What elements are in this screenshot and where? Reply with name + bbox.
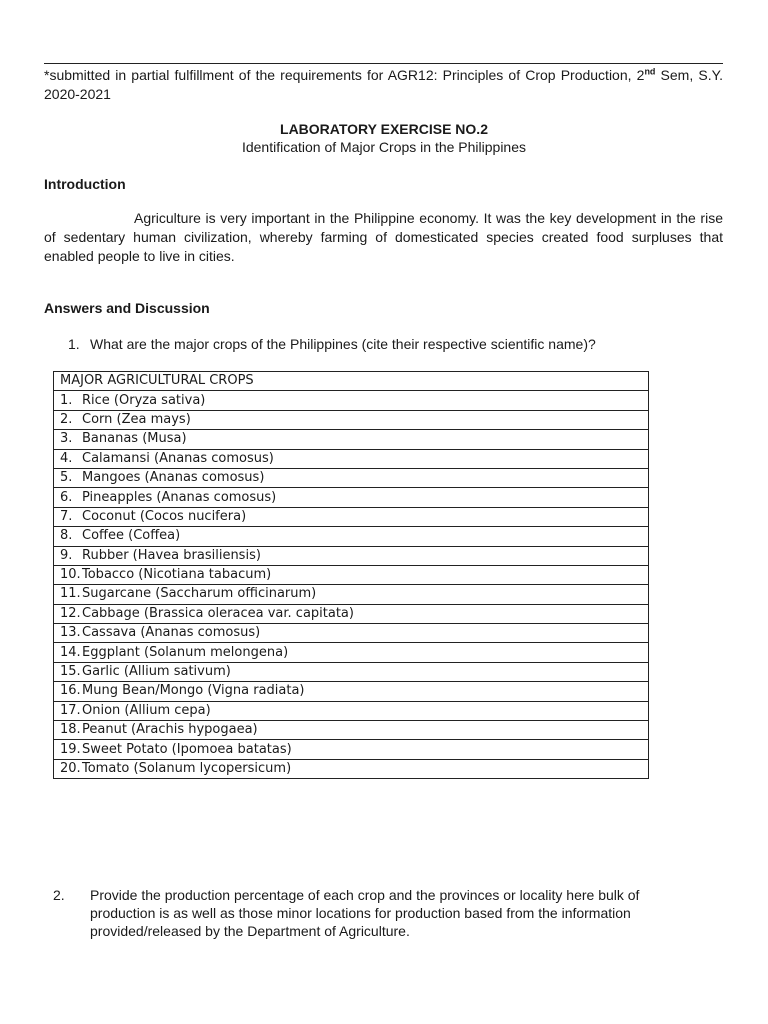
crop-name: Mung Bean/Mongo (Vigna radiata) [82, 683, 305, 699]
top-rule [44, 63, 723, 64]
table-row [54, 604, 649, 623]
table-row [54, 624, 649, 643]
crop-number: 13. [60, 625, 81, 641]
table-row [54, 565, 649, 584]
crop-number: 9. [60, 547, 73, 563]
answers-heading: Answers and Discussion [44, 300, 210, 316]
table-cell [54, 488, 649, 507]
crop-number: 17. [60, 702, 81, 718]
crops-table-body [54, 391, 649, 779]
crop-name: Corn (Zea mays) [82, 411, 191, 427]
table-row [54, 701, 649, 720]
exercise-title: LABORATORY EXERCISE NO.2 [280, 121, 488, 137]
crop-name: Onion (Allium cepa) [82, 702, 211, 718]
question-2-number: 2. [53, 887, 65, 903]
table-cell [54, 507, 649, 526]
table-row [54, 449, 649, 468]
table-cell [54, 604, 649, 623]
table-cell [54, 546, 649, 565]
table-row [54, 759, 649, 778]
crop-name: Rubber (Havea brasiliensis) [82, 547, 261, 563]
exercise-subtitle: Identification of Major Crops in the Philippines [241, 139, 527, 155]
table-row [54, 507, 649, 526]
table-row [54, 527, 649, 546]
crop-name: Cabbage (Brassica oleracea var. capitata) [82, 605, 354, 621]
table-row [54, 721, 649, 740]
table-cell [54, 643, 649, 662]
introduction-heading: Introduction [44, 176, 126, 192]
table-cell [54, 391, 649, 410]
submission-note-suffix: Sem, S.Y. 2020-2021 [44, 67, 724, 102]
crop-number: 6. [60, 489, 73, 505]
table-cell [54, 449, 649, 468]
table-row [54, 488, 649, 507]
crop-name: Sugarcane (Saccharum officinarum) [82, 586, 317, 602]
table-cell [54, 721, 649, 740]
crop-name: Rice (Oryza sativa) [82, 392, 206, 408]
crop-name: Peanut (Arachis hypogaea) [82, 722, 258, 738]
crop-number: 3. [60, 431, 73, 447]
crop-number: 4. [60, 450, 73, 466]
submission-note-superscript: nd [644, 66, 656, 77]
submission-note-prefix: *submitted in partial fulfillment of the requirements for AGR12: Principles of Crop Production, 2 [44, 67, 645, 83]
table-cell [54, 585, 649, 604]
crop-name: Coconut (Cocos nucifera) [82, 508, 247, 524]
crop-number: 18. [60, 722, 81, 738]
table-row [54, 585, 649, 604]
crops-table [53, 371, 649, 779]
crop-name: Sweet Potato (Ipomoea batatas) [82, 741, 292, 757]
crop-number: 16. [60, 683, 81, 699]
crop-name: Mangoes (Ananas comosus) [82, 470, 265, 486]
crop-number: 15. [60, 664, 81, 680]
crop-name: Calamansi (Ananas comosus) [82, 450, 274, 466]
table-row [54, 391, 649, 410]
crop-name: Tomato (Solanum lycopersicum) [82, 761, 292, 776]
table-cell [54, 740, 649, 759]
table-cell [54, 759, 649, 778]
crop-number: 19. [60, 741, 81, 757]
table-row [54, 643, 649, 662]
crop-number: 12. [60, 605, 81, 621]
crop-name: Bananas (Musa) [82, 431, 187, 447]
crop-number: 1. [60, 392, 73, 408]
table-cell [54, 565, 649, 584]
question-1-number: 1. [68, 336, 80, 352]
crop-name: Garlic (Allium sativum) [82, 664, 231, 680]
table-cell [54, 468, 649, 487]
table-cell [54, 682, 649, 701]
table-cell [54, 662, 649, 681]
submission-note [44, 66, 723, 104]
crop-name: Eggplant (Solanum melongena) [82, 644, 289, 660]
crop-name: Pineapples (Ananas comosus) [82, 489, 277, 505]
crop-number: 20. [60, 761, 81, 776]
question-2-text: Provide the production percentage of each crop and the provinces or locality here bulk of production is as well as those minor locations for production based from the information provided/released by the Department of Agriculture. [90, 887, 640, 939]
crop-number: 14. [60, 644, 81, 660]
table-row [54, 662, 649, 681]
question-1 [68, 336, 596, 352]
table-cell [54, 624, 649, 643]
table-cell [54, 430, 649, 449]
table-row [54, 740, 649, 759]
crop-name: Tobacco (Nicotiana tabacum) [82, 567, 272, 583]
table-row [54, 546, 649, 565]
crop-number: 7. [60, 508, 73, 524]
table-row [54, 682, 649, 701]
introduction-paragraph: Agriculture is very important in the Philippine economy. It was the key development in the rise of sedentary human civilization, whereby farming of domesticated species created food surpluses that enabled people to live in cities. [44, 210, 723, 264]
crop-number: 8. [60, 528, 73, 544]
crop-name: Cassava (Ananas comosus) [82, 625, 261, 641]
crop-number: 11. [60, 586, 81, 602]
crop-number: 2. [60, 411, 73, 427]
table-row [54, 410, 649, 429]
table-header-cell: MAJOR AGRICULTURAL CROPS [54, 372, 649, 391]
crop-number: 10. [60, 567, 81, 583]
table-row [54, 430, 649, 449]
table-header-row [54, 372, 649, 391]
table-cell [54, 410, 649, 429]
question-2 [53, 886, 693, 940]
table-row [54, 468, 649, 487]
crop-number: 5. [60, 470, 73, 486]
question-1-text: What are the major crops of the Philippines (cite their respective scientific name)? [90, 336, 596, 352]
crop-name: Coffee (Coffea) [82, 528, 181, 544]
table-cell [54, 527, 649, 546]
table-cell [54, 701, 649, 720]
